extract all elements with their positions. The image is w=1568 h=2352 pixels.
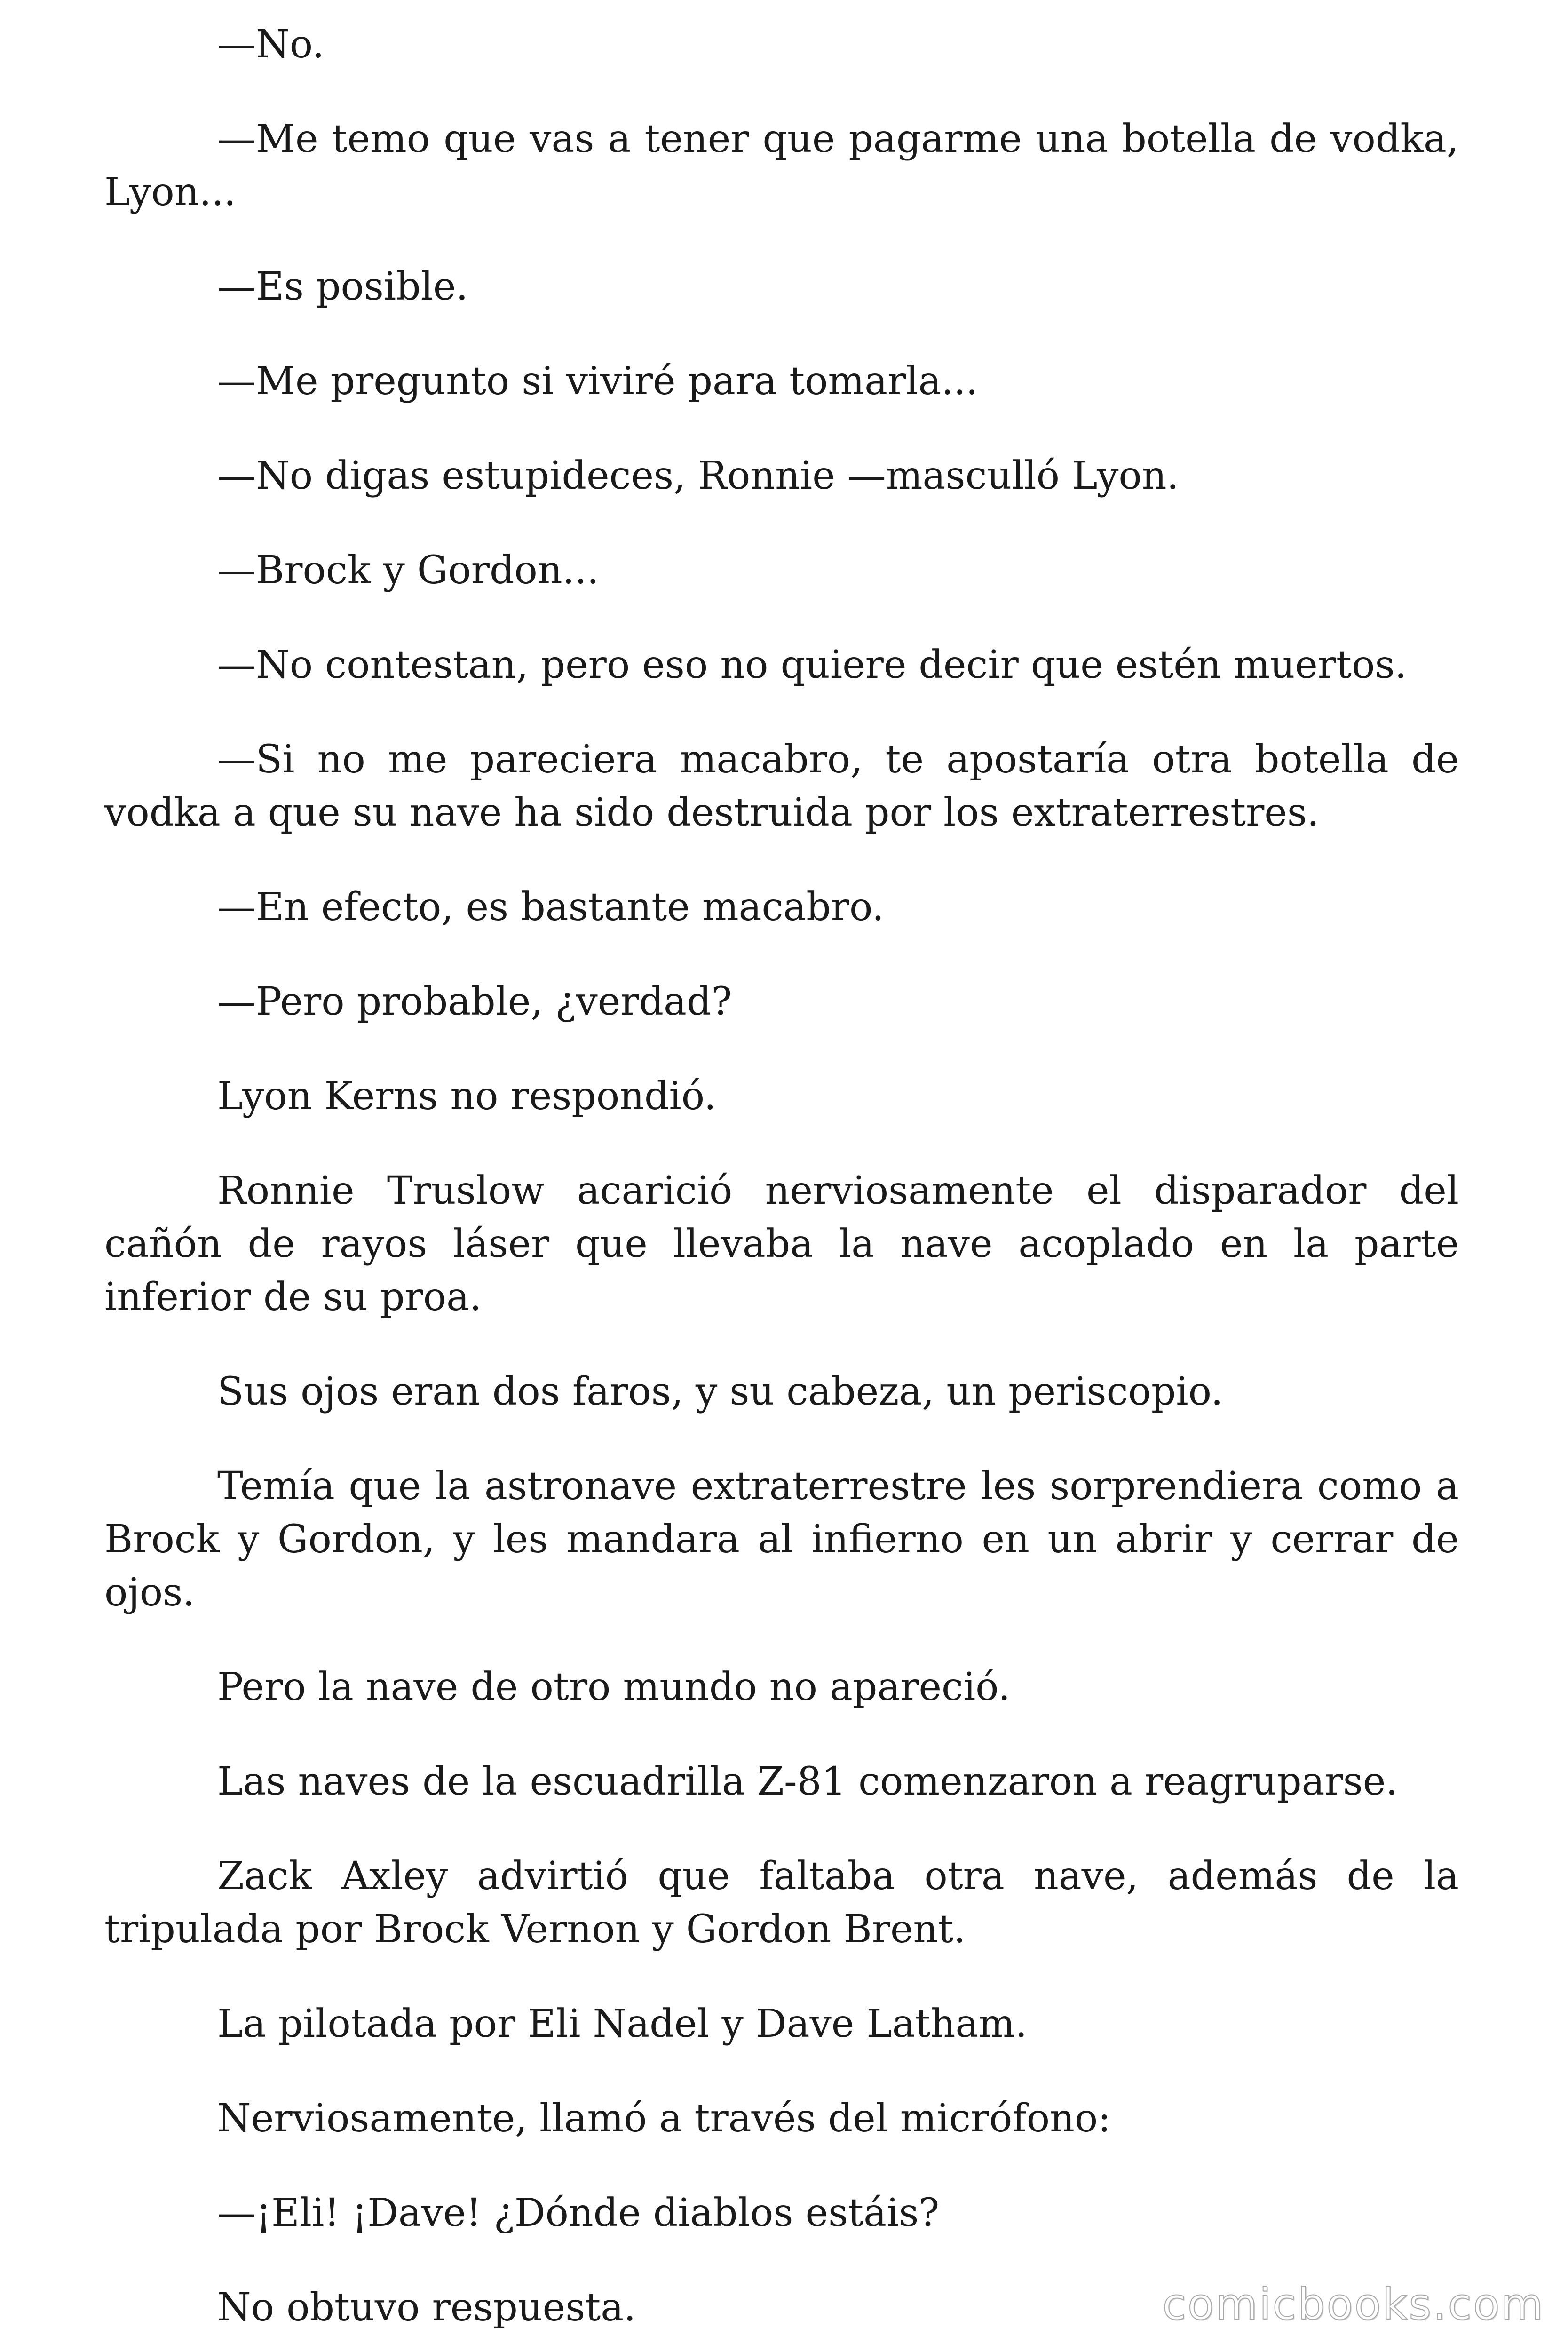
paragraph: Pero la nave de otro mundo no apareció.	[217, 1665, 1011, 1709]
paragraph: —No digas estupideces, Ronnie —masculló Lyon.	[217, 453, 1179, 498]
paragraph: —¡Eli! ¡Dave! ¿Dónde diablos estáis?	[217, 2191, 940, 2235]
paragraph: —Me temo que vas a tener que pagarme una botella de vodka, Lyon...	[104, 117, 1459, 215]
paragraph: —Si no me pareciera macabro, te apostaría otra botella de vodka a que su nave ha sido destruida por los extraterrestres.	[104, 737, 1459, 835]
paragraph: Nerviosamente, llamó a través del micrófono:	[217, 2096, 1111, 2141]
paragraph: No obtuvo respuesta.	[217, 2285, 636, 2330]
paragraph: Temía que la astronave extraterrestre les sorprendiera como a Brock y Gordon, y les mandara al infierno en un abrir y cerrar de ojos.	[104, 1464, 1459, 1615]
paragraph: Ronnie Truslow acarició nerviosamente el disparador del cañón de rayos láser que llevaba la nave acoplado en la parte inferior de su proa.	[104, 1168, 1459, 1319]
paragraph: —Me pregunto si viviré para tomarla...	[217, 359, 978, 404]
paragraph: —No.	[217, 22, 325, 67]
paragraph: —No contestan, pero eso no quiere decir que estén muertos.	[217, 643, 1407, 687]
watermark: comicbooks.com	[1162, 2279, 1544, 2329]
paragraph: —En efecto, es bastante macabro.	[217, 885, 884, 930]
body-text	[104, 18, 1459, 2334]
paragraph: —Brock y Gordon...	[217, 548, 599, 593]
paragraph: Zack Axley advirtió que faltaba otra nave, además de la tripulada por Brock Vernon y Gordon Brent.	[104, 1854, 1459, 1952]
paragraph: Las naves de la escuadrilla Z-81 comenzaron a reagruparse.	[217, 1759, 1398, 1804]
paragraph: La pilotada por Eli Nadel y Dave Latham.	[217, 2002, 1028, 2046]
paragraph: —Pero probable, ¿verdad?	[217, 979, 732, 1024]
paragraph: —Es posible.	[217, 264, 468, 309]
paragraph: Sus ojos eran dos faros, y su cabeza, un periscopio.	[217, 1369, 1223, 1414]
paragraph: Lyon Kerns no respondió.	[217, 1074, 716, 1119]
